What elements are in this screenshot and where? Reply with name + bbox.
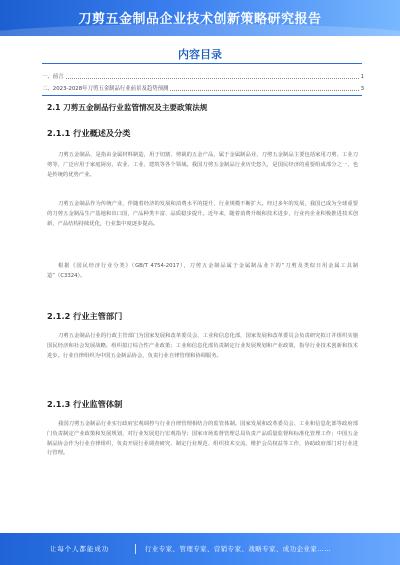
footer-bar xyxy=(0,533,400,565)
section-heading-2-1-1: 2.1.1 行业概述及分类 xyxy=(47,128,131,138)
toc-leader-dots xyxy=(66,78,359,79)
toc-item-label: 一、前言 xyxy=(42,74,64,80)
paragraph: 我国刀剪五金制品行业实行政府宏观调控与行业自律管理相结合的监管体制。国家发展和改革委员会、工业和信息化部等政府部门负责制定产业政策和发展规划，对行业发展进行宏观指导；国家市场监督管理总局负责产品质量监督和标准化管理工作；中国五金制品协会作为行业自律组织，负责开展行业调查研究、制定行业规范、组织技术交流、维护会员权益等工作，协助政府部门对行业进行管理。 xyxy=(47,421,358,457)
toc-divider-bottom xyxy=(42,95,362,96)
toc-item-2[interactable] xyxy=(42,84,364,92)
paragraph: 刀剪五金制品作为传统产业，伴随着经济的发展和消费水平的提升，行业规模不断扩大。经过多年的发展，我国已成为全球重要的刀剪五金制品生产基地和出口国，产品种类丰富、品质稳步提升。近年来，随着消费升级和技术进步，行业内企业积极推进技术创新，产品结构持续优化，行业集中度逐步提高。 xyxy=(47,201,358,227)
toc-item-page: 1 xyxy=(360,74,364,80)
footer-separator xyxy=(135,544,136,554)
report-title: 刀剪五金制品企业技术创新策略研究报告 xyxy=(78,12,322,27)
toc-item-label: 二、2023-2028年刀剪五金制品行业前景及趋势预测 xyxy=(42,86,169,92)
toc-heading: 内容目录 xyxy=(178,48,222,61)
footer-tagline: 行业专家、管理专家、营销专家、战略专家、成功企业家…… xyxy=(145,545,332,553)
footer-slogan: 让每个人都能成功 xyxy=(50,545,110,553)
paragraph: 根据《国民经济行业分类》（GB/T 4754-2017），刀剪五金制品属于金属制品业下的“刀剪及类似日用金属工具制造”（C3324）。 xyxy=(47,263,358,279)
section-heading-2-1: 2.1 刀剪五金制品行业监管情况及主要政策法规 xyxy=(47,103,208,112)
section-heading-2-1-2: 2.1.2 行业主管部门 xyxy=(47,311,123,321)
toc-leader-dots xyxy=(170,90,358,91)
paragraph: 刀剪五金制品行业的行政主管部门为国家发展和改革委员会、工业和信息化部，国家发展和改革委员会负责研究拟订并组织实施国民经济和社会发展战略，组织拟订综合性产业政策；工业和信息化部负责制定行业发展规划和产业政策，指导行业技术创新和技术进步。行业自律组织为中国五金制品协会，负责行业自律管理和协调服务。 xyxy=(47,333,358,359)
toc-item-1[interactable] xyxy=(42,72,364,80)
paragraph: 刀剪五金制品，是指由金属材料制造，用于切割、剪裁的五金产品，属于金属制品业，刀剪五金制品主要包括家用刀剪、工业刀剪等，广泛应用于家庭厨房、农业、工业、建筑等各个领域。我国刀剪五金制品行业历史悠久，是国民经济的重要组成部分之一，也是传统的优势产业。 xyxy=(47,152,358,178)
toc-item-page: 3 xyxy=(360,86,364,92)
section-heading-2-1-3: 2.1.3 行业监管体制 xyxy=(47,399,123,409)
report-header xyxy=(0,0,400,36)
toc-divider xyxy=(42,63,362,64)
